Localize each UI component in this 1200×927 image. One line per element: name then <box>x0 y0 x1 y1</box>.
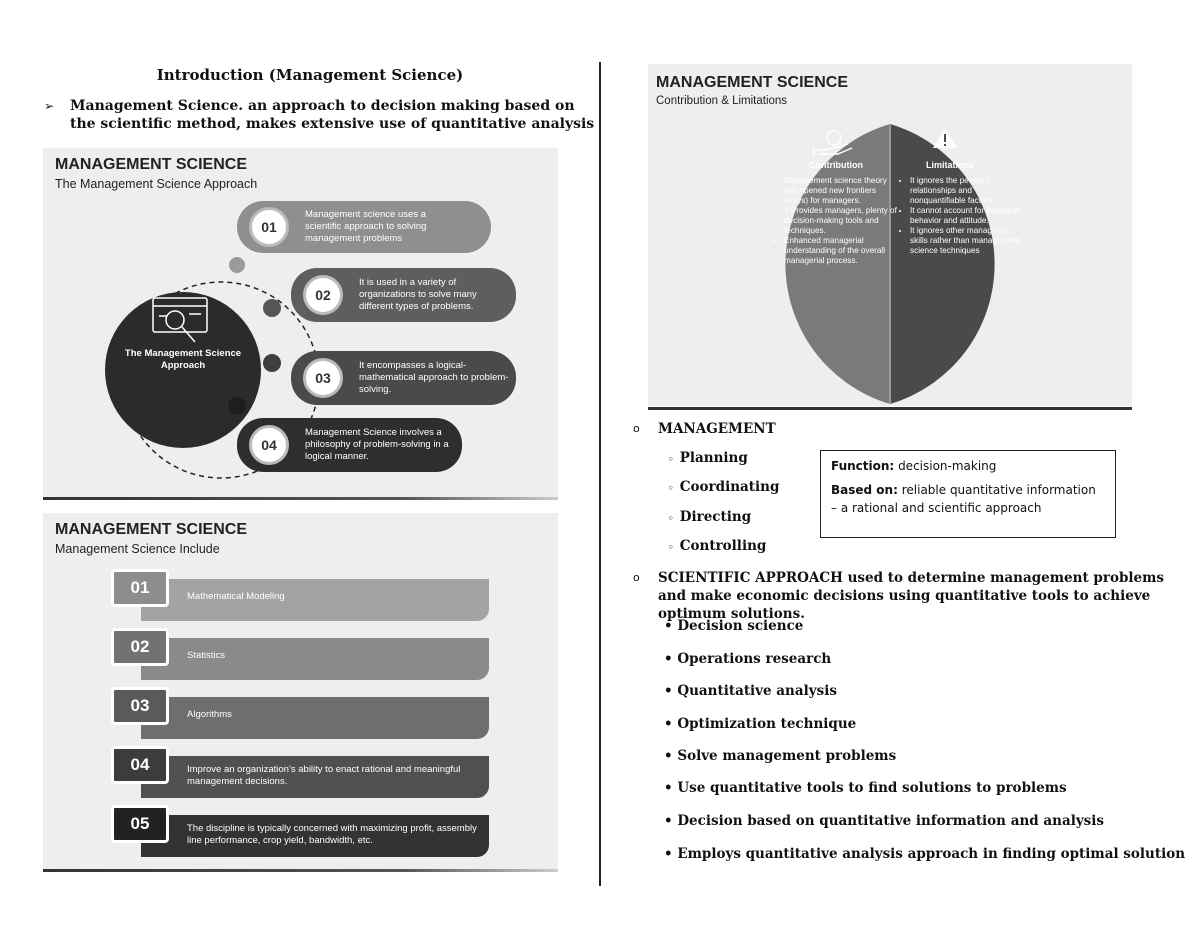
item-text: Mathematical Modeling <box>187 591 285 602</box>
slide-approach <box>43 148 558 498</box>
intro-paragraph <box>44 97 604 133</box>
include-item-4 <box>111 746 491 790</box>
slide-bottom-rule <box>43 497 558 500</box>
node-2 <box>263 299 281 317</box>
item-text: Management science uses a scientific approach to solving management problems <box>305 209 427 244</box>
warning-icon <box>933 128 957 148</box>
contribution-heading: Contribution <box>809 160 863 170</box>
small-circle-bullet-icon: ◦ <box>668 455 674 465</box>
approach-item-3 <box>291 351 516 405</box>
limitations-list <box>894 176 1024 256</box>
management-item-directing <box>668 509 751 525</box>
circle-bullet-icon: o <box>633 422 640 435</box>
include-item-1 <box>111 569 491 613</box>
slide-subtitle: Management Science Include <box>55 542 220 556</box>
item-label: Planning <box>679 450 748 466</box>
function-line <box>831 457 1105 475</box>
function-box <box>820 450 1116 538</box>
item-number: 03 <box>111 687 169 725</box>
sci-item: • Decision based on quantitative information and analysis <box>664 813 1105 829</box>
approach-item-2 <box>291 268 516 322</box>
item-text: Improve an organization’s ability to enact rational and meaningful management decisions. <box>187 764 461 787</box>
contribution-point: • It Provides managers, plenty of decision-making tools and techniques. <box>784 206 898 236</box>
slide-title: MANAGEMENT SCIENCE <box>656 74 849 91</box>
include-item-2 <box>111 628 491 672</box>
item-text: It encompasses a logical-mathematical approach to problem-solving. <box>359 360 509 395</box>
function-value: decision-making <box>898 459 997 473</box>
contribution-point: • Management science theory has opened new frontiers (ways) for managers. <box>784 176 898 206</box>
slide-bottom-rule <box>43 869 558 872</box>
center-label: The Management Science Approach <box>124 348 242 371</box>
management-heading <box>633 420 1133 438</box>
sci-item: • Use quantitative tools to find solutions to problems <box>664 780 1067 796</box>
node-3 <box>263 354 281 372</box>
sci-item: • Operations research <box>664 651 832 667</box>
arrow-bullet-icon: ➢ <box>44 99 55 113</box>
contribution-list <box>768 176 898 266</box>
item-number: 02 <box>303 275 343 315</box>
circle-bullet-icon: o <box>633 571 640 584</box>
small-circle-bullet-icon: ◦ <box>668 514 674 524</box>
function-label: Function: <box>831 459 895 473</box>
limitations-heading: Limitations <box>925 160 974 170</box>
item-number: 04 <box>111 746 169 784</box>
slide-title: MANAGEMENT SCIENCE <box>55 521 248 538</box>
slide-subtitle: The Management Science Approach <box>55 177 258 191</box>
item-label: Coordinating <box>679 479 780 495</box>
sci-item: • Decision science <box>664 618 804 634</box>
sci-item: • Quantitative analysis <box>664 683 837 699</box>
scientific-approach-heading <box>633 569 1173 623</box>
item-text: Statistics <box>187 650 226 661</box>
slide-bottom-rule <box>648 407 1132 410</box>
item-number: 01 <box>249 207 289 247</box>
approach-item-4 <box>237 418 462 472</box>
slide-include <box>43 513 558 870</box>
based-on-label: Based on: <box>831 483 898 497</box>
intro-text: Management Science. an approach to decision making based on the scientific method, makes extensive use of quantitative analysis <box>70 98 595 132</box>
item-label: Directing <box>679 509 752 525</box>
item-text: Algorithms <box>187 709 232 720</box>
item-text: Management Science involves a philosophy of problem-solving in a logical manner. <box>305 427 449 462</box>
small-circle-bullet-icon: ◦ <box>668 484 674 494</box>
item-text: It is used in a variety of organizations to solve many different types of problems. <box>359 277 477 312</box>
item-label: Controlling <box>679 538 767 554</box>
item-number: 04 <box>249 425 289 465</box>
management-item-planning <box>668 450 748 466</box>
limitation-point: • It ignores the people's relationships and nonquantifiable factors. <box>910 176 1024 206</box>
slide-contribution-limitations <box>648 64 1132 406</box>
sci-item: • Employs quantitative analysis approach in finding optimal solution <box>664 846 1186 862</box>
management-item-controlling <box>668 538 766 554</box>
management-heading-text: MANAGEMENT <box>658 421 776 437</box>
sci-item: • Solve management problems <box>664 748 897 764</box>
based-on-value: reliable quantitative information – a rational and scientific approach <box>831 483 1096 515</box>
include-item-5 <box>111 805 491 849</box>
item-number: 02 <box>111 628 169 666</box>
slide-subtitle: Contribution & Limitations <box>656 95 788 107</box>
item-number: 05 <box>111 805 169 843</box>
include-item-3 <box>111 687 491 731</box>
sci-item: • Optimization technique <box>664 716 857 732</box>
small-circle-bullet-icon: ◦ <box>668 543 674 553</box>
limitation-point: • It cannot account for individual behavior and attitude. <box>910 206 1024 226</box>
node-4 <box>228 397 246 415</box>
node-1 <box>229 257 245 273</box>
item-text: The discipline is typically concerned with maximizing profit, assembly line performance, crop yield, bandwidth, etc. <box>187 823 477 846</box>
management-item-coordinating <box>668 479 779 495</box>
item-number: 01 <box>111 569 169 607</box>
scientific-approach-text: SCIENTIFIC APPROACH used to determine management problems and make economic decisions using quantitative tools to achieve optimum solutions. <box>658 570 1164 622</box>
contribution-point: • Enhanced managerial understanding of the overall managerial process. <box>784 236 898 266</box>
item-number: 03 <box>303 358 343 398</box>
document-title: Introduction (Management Science) <box>156 66 464 84</box>
column-divider <box>599 62 601 886</box>
approach-item-1 <box>237 201 491 253</box>
slide-title: MANAGEMENT SCIENCE <box>55 156 248 173</box>
based-on-line <box>831 481 1105 517</box>
limitation-point: • It ignores other managerial skills rather than management science techniques <box>910 226 1024 256</box>
